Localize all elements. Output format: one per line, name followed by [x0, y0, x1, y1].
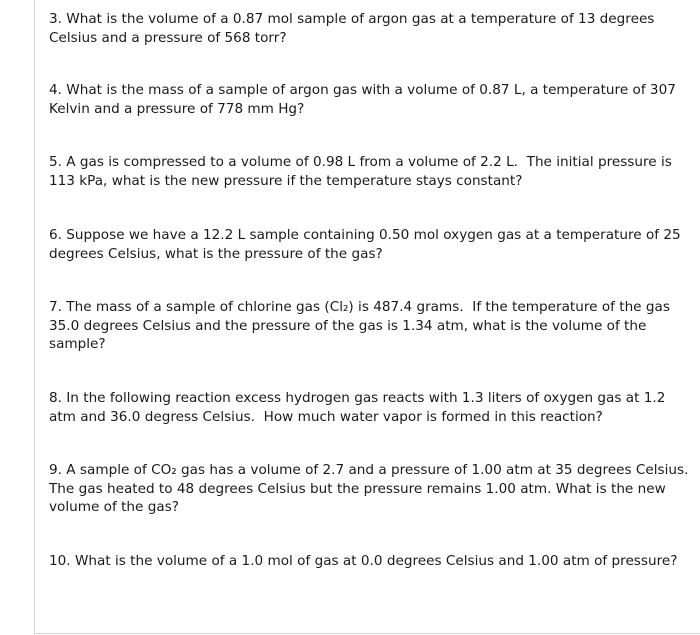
- page-left-border: [34, 0, 35, 635]
- question-9: [49, 461, 698, 517]
- question-6-text: 6. Suppose we have a 12.2 L sample containing 0.50 mol oxygen gas at a temperature of 25 degrees Celsius, what is the pressure of the gas?: [49, 227, 686, 262]
- question-7: [49, 298, 689, 354]
- question-3: [49, 10, 689, 47]
- question-4: [49, 81, 689, 118]
- question-6: [49, 226, 689, 263]
- question-10-text: 10. What is the volume of a 1.0 mol of gas at 0.0 degrees Celsius and 1.00 atm of pressure?: [49, 553, 678, 569]
- question-7-text: 7. The mass of a sample of chlorine gas (Cl₂) is 487.4 grams. If the temperature of the gas 35.0 degrees Celsius and the pressure of the gas is 1.34 atm, what is the volume of the sample?: [49, 299, 675, 352]
- question-5-text: 5. A gas is compressed to a volume of 0.98 L from a volume of 2.2 L. The initial pressure is 113 kPa, what is the new pressure if the temperature stays constant?: [49, 154, 677, 189]
- question-8-text: 8. In the following reaction excess hydrogen gas reacts with 1.3 liters of oxygen gas at 1.2 atm and 36.0 degress Celsius. How much water vapor is formed in this reaction?: [49, 390, 670, 425]
- question-10: [49, 552, 689, 571]
- question-8: [49, 389, 689, 426]
- question-5: [49, 153, 689, 190]
- question-3-text: 3. What is the volume of a 0.87 mol sample of argon gas at a temperature of 13 degrees Celsius and a pressure of 568 torr?: [49, 11, 659, 46]
- question-9-text: 9. A sample of CO₂ gas has a volume of 2.7 and a pressure of 1.00 atm at 35 degrees Celsius. The gas heated to 48 degrees Celsius but the pressure remains 1.00 atm. What is the new volume of the gas?: [49, 462, 698, 515]
- question-4-text: 4. What is the mass of a sample of argon gas with a volume of 0.87 L, a temperature of 307 Kelvin and a pressure of 778 mm Hg?: [49, 82, 681, 117]
- page-bottom-border: [34, 633, 700, 634]
